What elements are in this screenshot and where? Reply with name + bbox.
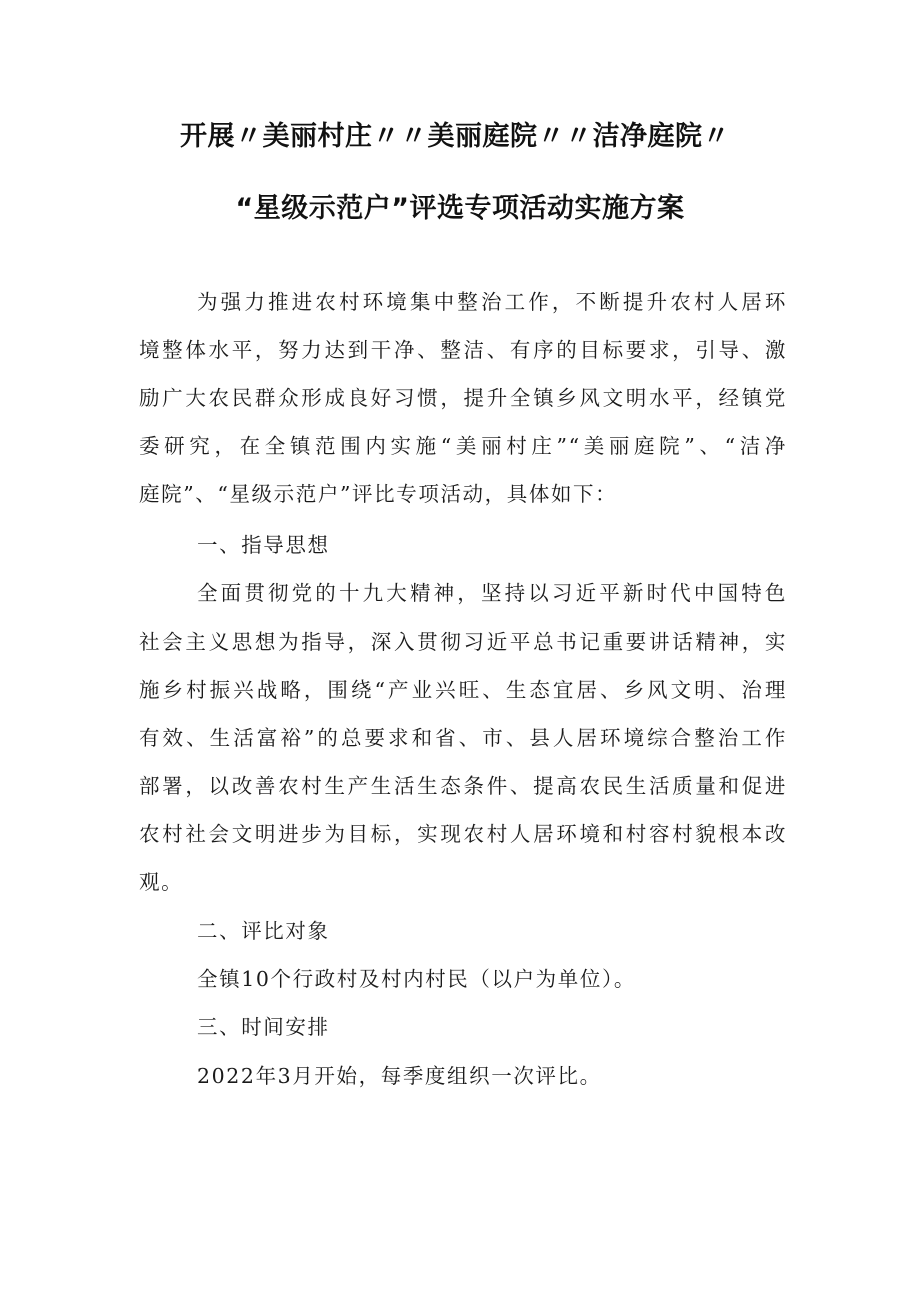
section1-line-2: 社会主义思想为指导，深入贯彻习近平总书记重要讲话精神，实 <box>139 630 787 654</box>
section1-line-3: 施乡村振兴战略，围绕“产业兴旺、生态宜居、乡风文明、治理 <box>139 678 787 702</box>
intro-line-5: 庭院”、“星级示范户”评比专项活动，具体如下： <box>139 482 618 506</box>
intro-line-1: 为强力推进农村环境集中整治工作，不断提升农村人居环 <box>197 290 787 314</box>
intro-line-2: 境整体水平，努力达到干净、整洁、有序的目标要求，引导、激 <box>139 338 787 362</box>
intro-line-3: 励广大农民群众形成良好习惯，提升全镇乡风文明水平，经镇党 <box>139 386 787 410</box>
section2-body: 全镇10个行政村及村内村民（以户为单位）。 <box>197 967 636 991</box>
section1-line-6: 农村社会文明进步为目标，实现农村人居环境和村容村貌根本改 <box>139 822 787 846</box>
document-title-line-2: “星级示范户”评选专项活动实施方案 <box>235 193 685 224</box>
section1-line-1: 全面贯彻党的十九大精神，坚持以习近平新时代中国特色 <box>197 581 787 605</box>
section-heading-schedule: 三、时间安排 <box>197 1015 330 1039</box>
intro-line-4: 委研究，在全镇范围内实施“美丽村庄”“美丽庭院”、“洁净 <box>139 434 787 458</box>
section-heading-evaluation-targets: 二、评比对象 <box>197 919 330 943</box>
section-heading-guiding-thought: 一、指导思想 <box>197 533 330 557</box>
section1-line-5: 部署，以改善农村生产生活生态条件、提高农民生活质量和促进 <box>139 774 787 798</box>
section1-line-7: 观。 <box>139 870 184 894</box>
document-title-line-1: 开展〃美丽村庄〃〃美丽庭院〃〃洁净庭院〃 <box>180 121 730 152</box>
section1-line-4: 有效、生活富裕”的总要求和省、市、县人居环境综合整治工作 <box>139 726 787 750</box>
section3-body: 2022年3月开始，每季度组织一次评比。 <box>197 1064 602 1088</box>
